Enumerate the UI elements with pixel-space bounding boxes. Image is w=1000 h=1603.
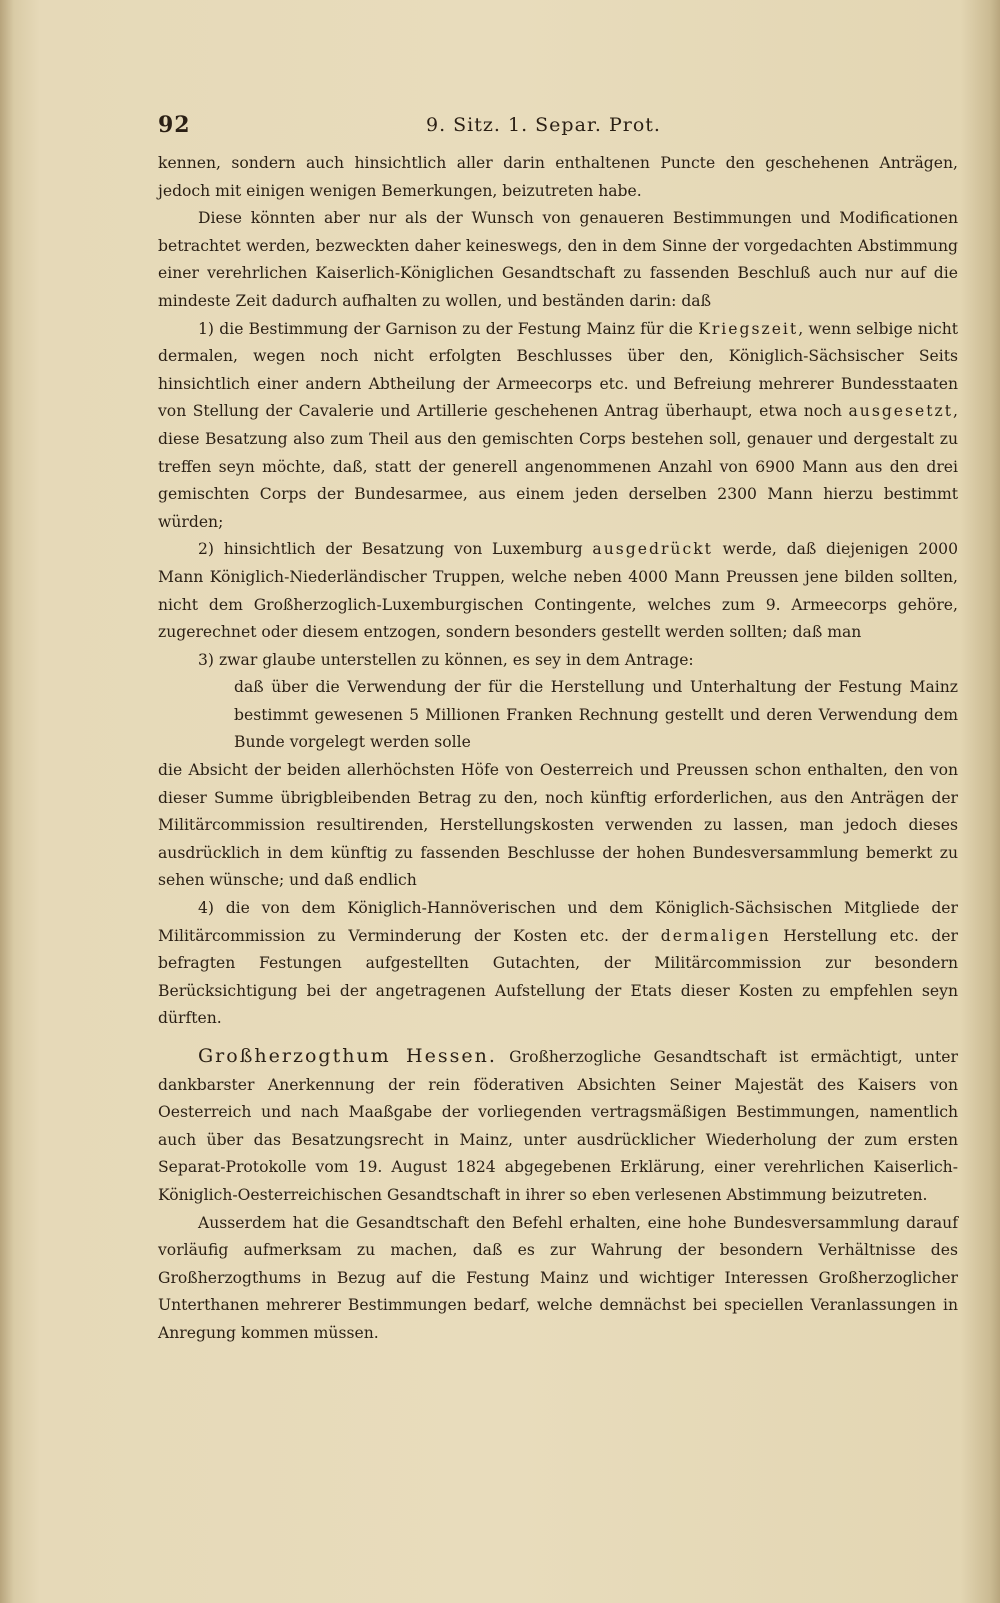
- paragraph-hessen-addendum: Ausserdem hat die Gesandtschaft den Befehl erhalten, eine hohe Bundesversammlung darauf vorläufig aufmerksam zu machen, daß es zur Wahrung der besondern Verhältnisse des Großherzogthums in Bezug auf die Festung Mainz und wichtiger Interessen Großherzoglicher Unterthanen mehrerer Bestimmungen bedarf, welche demnächst bei speciellen Veranlassungen in Anregung kommen müssen.: [158, 1213, 958, 1342]
- item1-text-a: 1) die Bestimmung der Garnison zu der Festung Mainz für die: [198, 319, 693, 338]
- item2-spaced-term: ausgedrückt: [592, 540, 713, 559]
- item4-text-a: 4) die von dem Königlich-Hannöverischen und dem Königlich-Sächsischen Mitgliede der Militärcommission zu Verminderung der Kosten etc. der: [158, 899, 958, 945]
- item1-spaced-term: Kriegszeit: [698, 319, 799, 338]
- section-heading-hessen: Großherzogthum Hessen.: [198, 1045, 497, 1067]
- item1-text-c: , diese Besatzung also zum Theil aus den gemischten Corps bestehen soll, genauer und dergestalt zu treffen seyn möchte, daß, statt der generell angenommenen Anzahl von 6900 Mann aus den drei gemischten Corps der Bundesarmee, aus einem jeden derselben 2300 Mann hierzu bestimmt würden;: [158, 402, 958, 531]
- list-item-3-quote: daß über die Verwendung der für die Herstellung und Unterhaltung der Festung Mainz bestimmt gewesenen 5 Millionen Franken Rechnung gestellt und deren Verwendung dem Bunde vorgelegt werden solle: [234, 678, 958, 752]
- hessen-text: Großherzogliche Gesandtschaft ist ermächtigt, unter dankbarster Anerkennung der rein föderativen Absichten Seiner Majestät des Kaisers von Oesterreich und nach Maaßgabe der vorliegenden vertragsmäßigen Bestimmungen, namentlich auch über das Besatzungsrecht in Mainz, unter ausdrücklicher Wiederholung der zum ersten Separat-Protokolle vom 19. August 1824 abgegebenen Erklärung, einer verehrlichen Kaiserlich-Königlich-Oesterreichischen Gesandtschaft in ihrer so eben verlesenen Abstimmung beizutreten.: [158, 1048, 958, 1204]
- page-number: 92: [158, 112, 191, 138]
- paragraph-continuation: kennen, sondern auch hinsichtlich aller darin enthaltenen Puncte den geschehenen Anträgen, jedoch mit einigen wenigen Bemerkungen, beizutreten habe.: [158, 154, 958, 200]
- paragraph-modifications: Diese könnten aber nur als der Wunsch von genaueren Bestimmungen und Modificationen betrachtet werden, bezweckten daher keineswegs, den in dem Sinne der vorgedachten Abstimmung einer verehrlichen Kaiserlich-Königlichen Gesandtschaft zu fassenden Beschluß auch nur auf die mindeste Zeit dadurch aufhalten zu wollen, und beständen darin: daß: [158, 209, 958, 310]
- list-item-3-intro: 3) zwar glaube unterstellen zu können, es sey in dem Antrage:: [198, 650, 694, 669]
- item2-text-b: werde, daß diejenigen 2000 Mann Königlich-Niederländischer Truppen, welche neben 4000 Mann Preussen jene bilden sollten, nicht dem Großherzoglich-Luxemburgischen Contingente, welches zum 9. Armeecorps gehöre, zugerechnet oder diesem entzogen, sondern besonders gestellt werden sollten; daß man: [158, 540, 958, 642]
- item4-spaced-term: dermaligen: [660, 926, 771, 945]
- list-item-3-continuation: die Absicht der beiden allerhöchsten Höfe von Oesterreich und Preussen schon enthalten, den von dieser Summe übrigbleibenden Betrag zu den, noch künftig erforderlichen, aus den Anträgen der Militärcommission resultirenden, Herstellungskosten verwenden zu lassen, man jedoch dieses ausdrücklich in dem künftig zu fassenden Beschlusse der hohen Bundesversammlung bemerkt zu sehen wünsche; und daß endlich: [158, 761, 958, 890]
- list-item-1: [158, 316, 958, 537]
- item4-text-b: Herstellung etc. der befragten Festungen aufgestellten Gutachten, der Militärcommission zur besondern Berücksichtigung bei der angetragenen Aufstellung der Etats dieser Kosten zu empfehlen seyn dürften.: [158, 926, 958, 1028]
- running-head: 9. Sitz. 1. Separ. Prot.: [426, 114, 661, 136]
- list-item-4: [158, 895, 958, 1033]
- paragraph-hessen-vote: [158, 1043, 958, 1210]
- body-text: [158, 150, 958, 1348]
- item2-text-a: 2) hinsichtlich der Besatzung von Luxemburg: [198, 540, 583, 559]
- item1-spaced-term-2: ausgesetzt: [848, 402, 954, 421]
- item1-text-b: , wenn selbige nicht dermalen, wegen noch nicht erfolgten Beschlusses über den, Königlich-Sächsischer Seits hinsichtlich einer andern Abtheilung der Armeecorps etc. und Befreiung mehrerer Bundesstaaten von Stellung der Cavalerie und Artillerie geschehenen Antrag überhaupt, etwa noch: [158, 319, 959, 421]
- list-item-2: [158, 536, 958, 646]
- page-header: [158, 112, 958, 146]
